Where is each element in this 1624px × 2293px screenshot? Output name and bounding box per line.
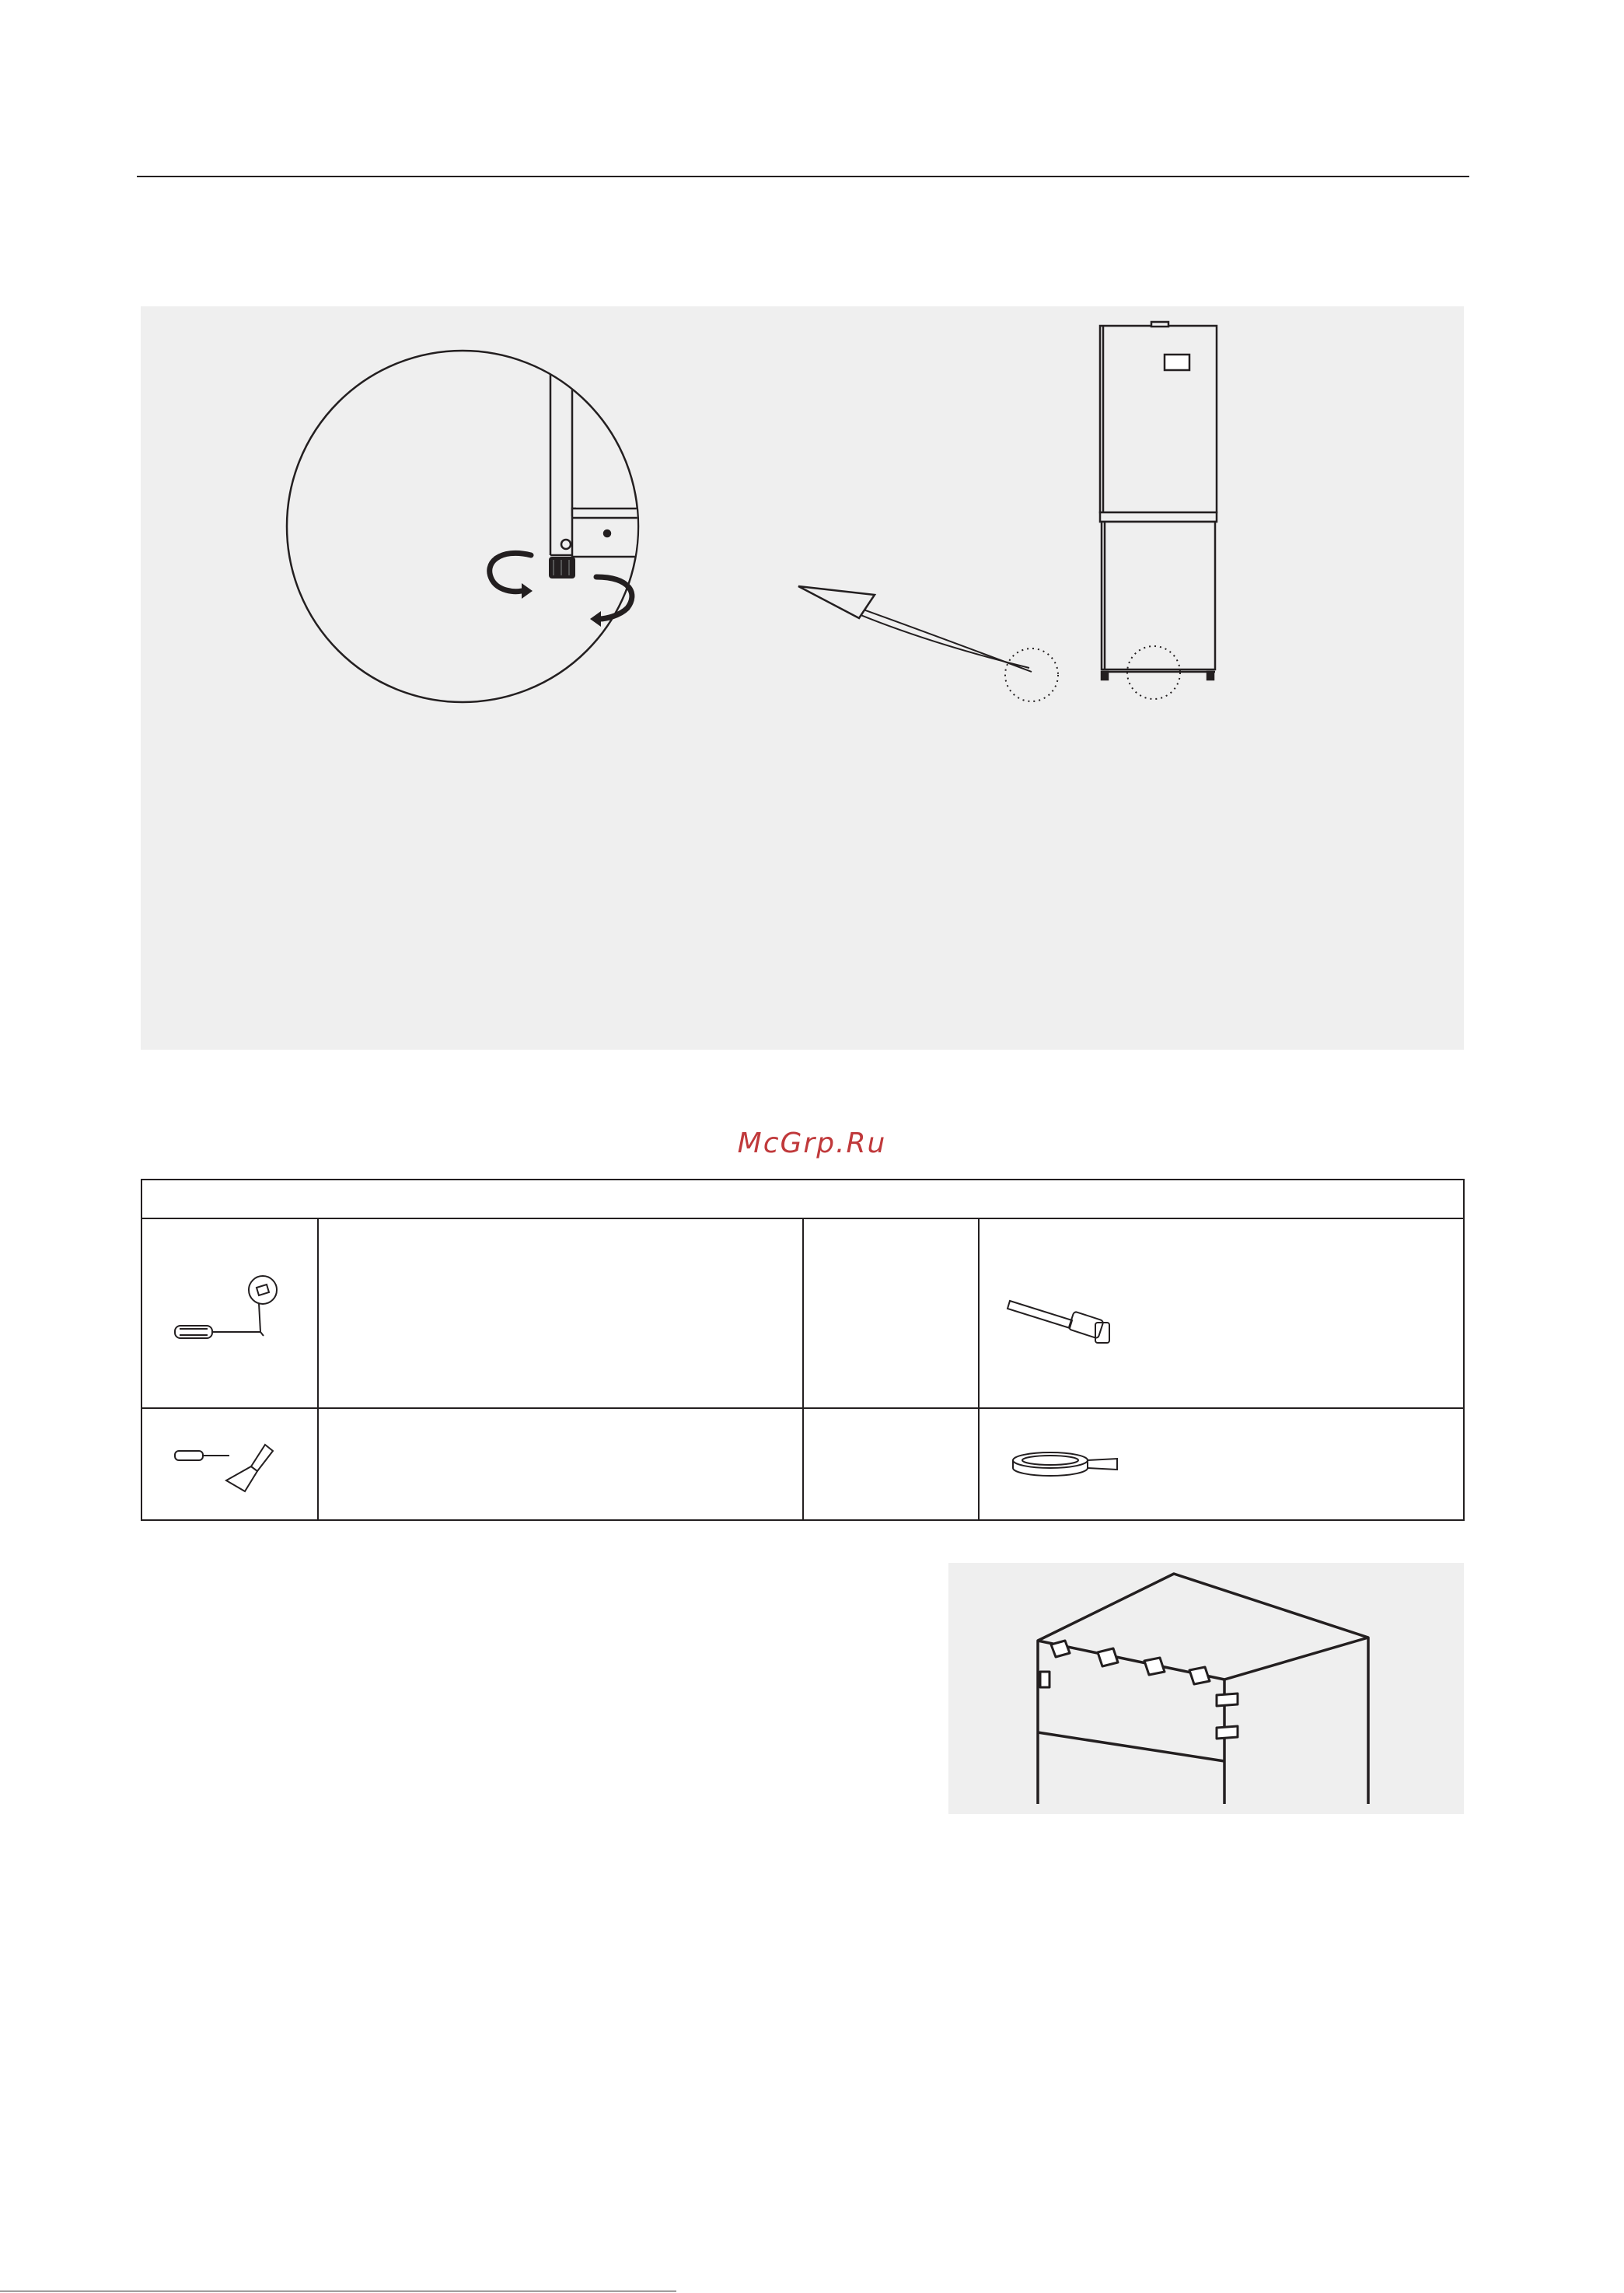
leveling-illustration <box>141 306 1464 1050</box>
zoom-circle <box>287 351 805 702</box>
table-row <box>142 1219 317 1407</box>
tape-roll-icon <box>979 1409 1153 1521</box>
leveling-figure <box>141 306 1464 1050</box>
table-row <box>142 1409 317 1521</box>
top-rule <box>137 176 1469 177</box>
tools-table <box>141 1179 1465 1521</box>
leveling-foot <box>549 557 575 578</box>
socket-wrench-icon <box>979 1219 1153 1407</box>
callout-arrow-icon <box>798 586 1032 672</box>
table-col-divider <box>317 1218 319 1519</box>
table-row <box>979 1219 1153 1407</box>
tape-figure <box>948 1563 1464 1814</box>
refrigerator-top <box>948 1563 1464 1814</box>
table-row <box>979 1409 1153 1521</box>
watermark: McGrp.Ru <box>737 1127 887 1159</box>
putty-knife-icon <box>142 1409 317 1521</box>
screwdriver-icon <box>142 1219 317 1407</box>
tape-strips <box>1040 1641 1238 1739</box>
left-foot-highlight <box>1005 648 1058 701</box>
table-col-divider <box>802 1218 804 1519</box>
refrigerator <box>1100 322 1217 680</box>
